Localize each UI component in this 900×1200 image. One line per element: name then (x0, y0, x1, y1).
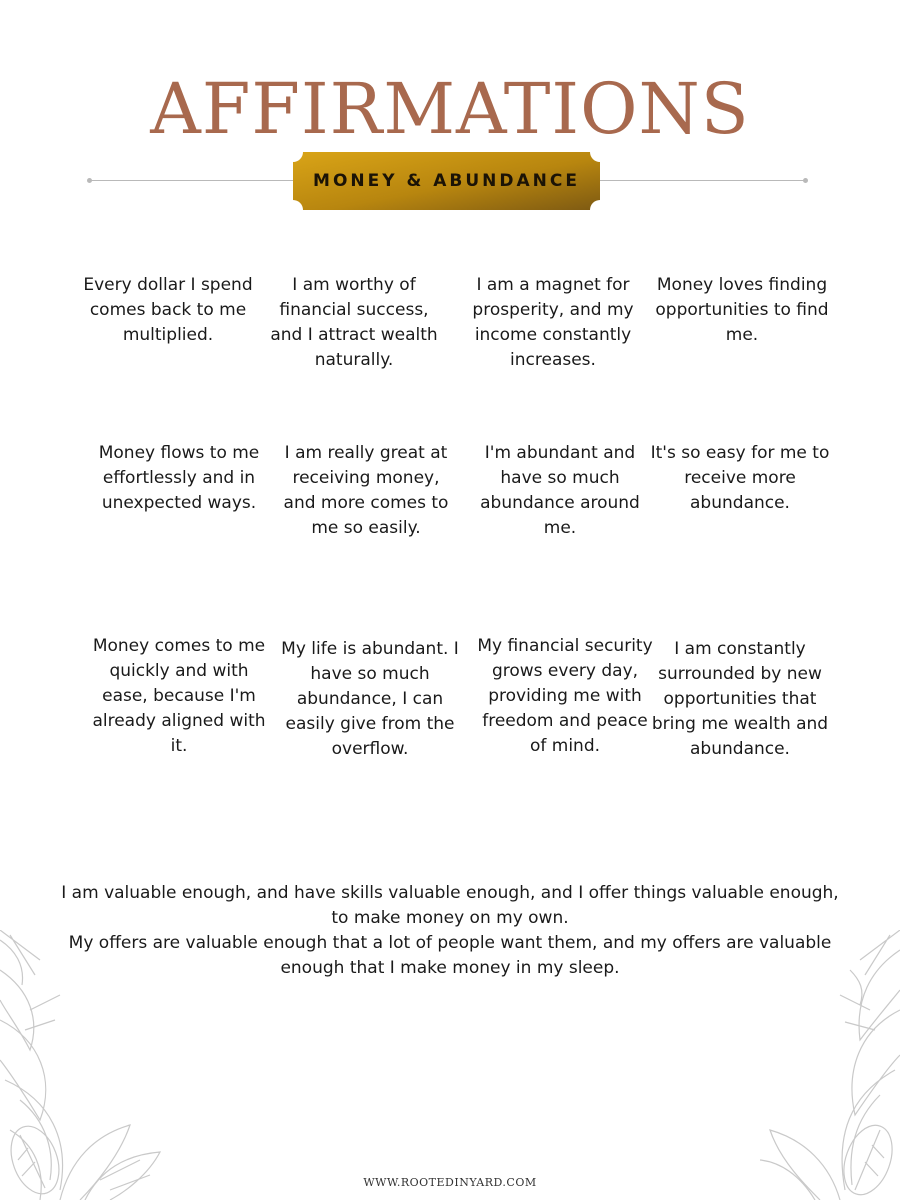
affirmation-3: I am a magnet for prosperity, and my income constantly increases. (472, 275, 634, 370)
closing-line-1: I am valuable enough, and have skills valuable enough, and I offer things valuable enough, to make money on my own. (61, 883, 839, 928)
divider-right (598, 180, 806, 181)
footer-website[interactable]: WWW.ROOTEDINYARD.COM (363, 1176, 537, 1189)
divider-right-end (803, 178, 808, 183)
affirmation-11: My financial security grows every day, providing me with freedom and peace of mind. (477, 636, 653, 756)
page-title: AFFIRMATIONS (150, 67, 750, 150)
divider-left (90, 180, 295, 181)
affirmation-2: I am worthy of financial success, and I attract wealth naturally. (270, 275, 438, 370)
category-banner (293, 152, 600, 210)
affirmation-4: Money loves finding opportunities to find me. (655, 275, 829, 345)
closing-statement (60, 881, 840, 981)
divider-left-end (87, 178, 92, 183)
category-label: MONEY & ABUNDANCE (313, 171, 580, 191)
affirmation-9: Money comes to me quickly and with ease, because I'm already aligned with it. (92, 636, 266, 756)
closing-line-2: My offers are valuable enough that a lot of people want them, and my offers are valuable enough that I make money in my sleep. (68, 933, 832, 978)
affirmation-1: Every dollar I spend comes back to me multiplied. (83, 275, 253, 345)
affirmation-5: Money flows to me effortlessly and in unexpected ways. (98, 443, 260, 513)
affirmation-8: It's so easy for me to receive more abundance. (650, 443, 830, 513)
affirmation-6: I am really great at receiving money, and more comes to me so easily. (283, 443, 449, 538)
affirmation-10: My life is abundant. I have so much abundance, I can easily give from the overflow. (281, 639, 459, 759)
affirmation-7: I'm abundant and have so much abundance around me. (480, 443, 640, 538)
affirmation-12: I am constantly surrounded by new opportunities that bring me wealth and abundance. (651, 639, 829, 759)
